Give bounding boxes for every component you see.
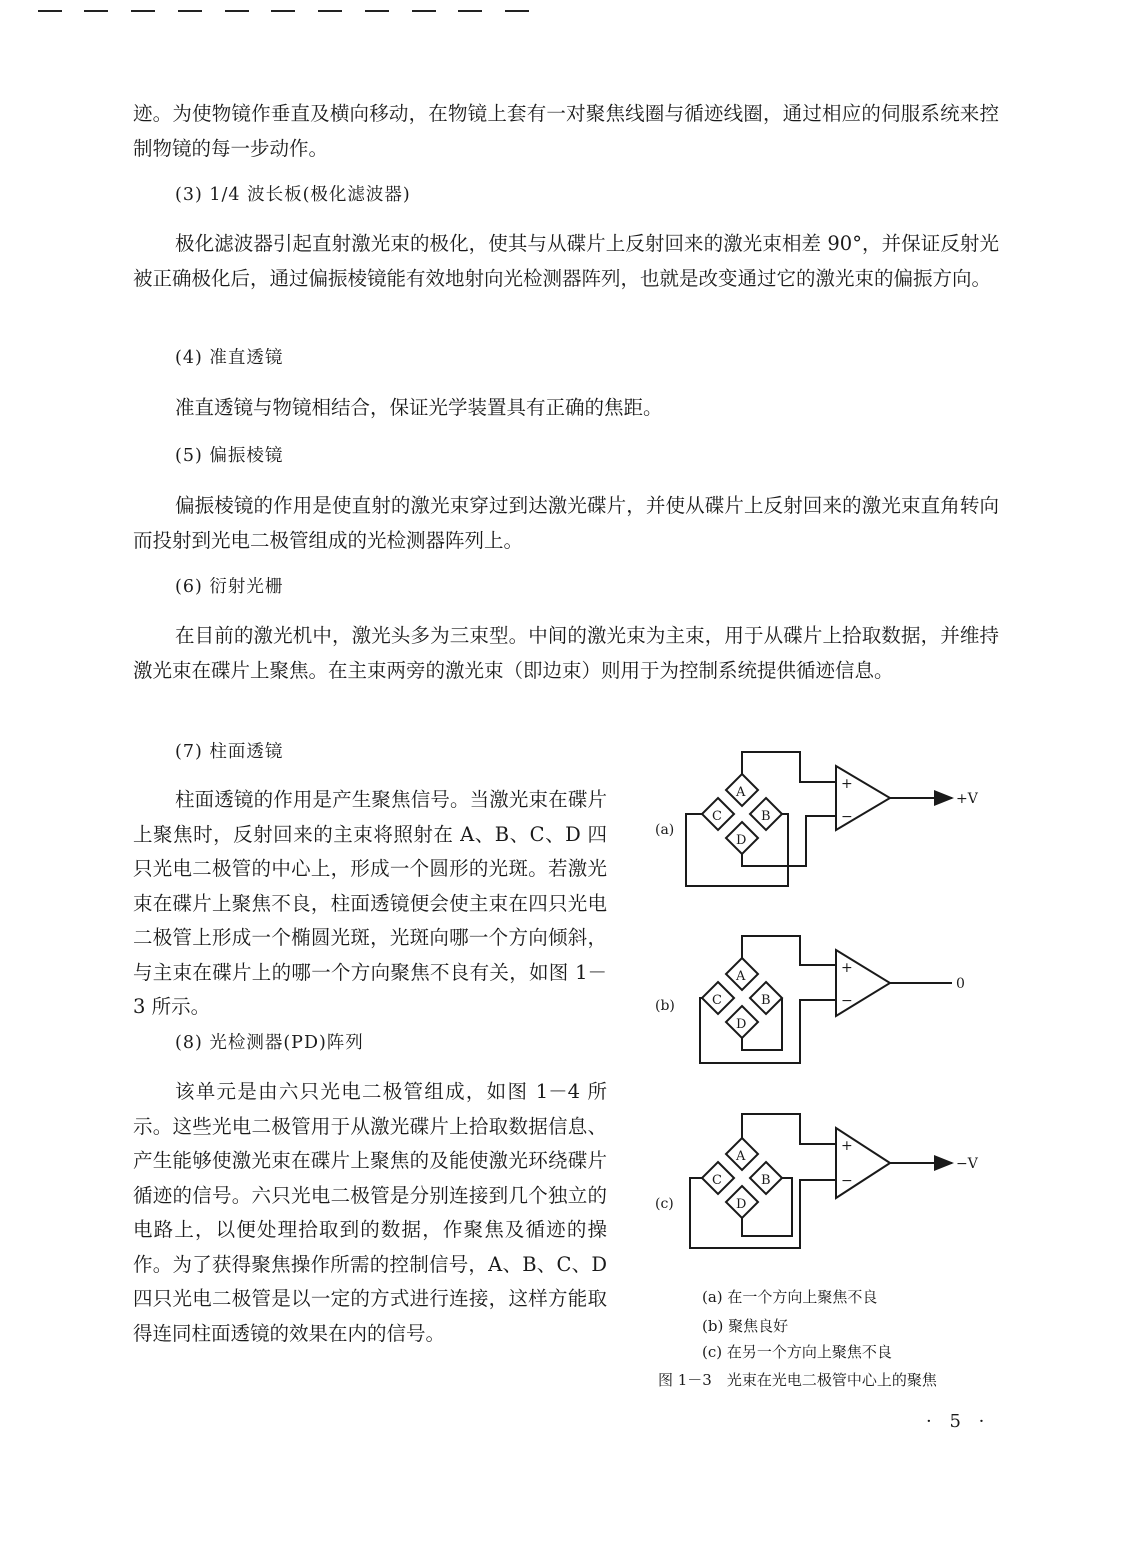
paragraph-cylindrical-lens: 柱面透镜的作用是产生聚焦信号。当激光束在碟片上聚焦时，反射回来的主束将照射在 A、B、C、D 四只光电二极管的中心上，形成一个圆形的光斑。若激光束在碟片上聚焦不良，柱面透镜便会使主束在四只光电二极管上形成一个椭圆光斑，光斑向哪一个方向倾斜，与主束在碟片上的哪一个方向聚焦不良有关，如图 1－3 所示。 bbox=[133, 788, 607, 1018]
opamp-minus-sign: − bbox=[841, 1173, 853, 1189]
caption-item-b: (b) 聚焦良好 bbox=[702, 1317, 789, 1335]
output-label-c: −V bbox=[956, 1156, 978, 1172]
diode-label-b: B bbox=[761, 993, 771, 1008]
header-rule bbox=[458, 10, 482, 12]
caption-item-a: (a) 在一个方向上聚焦不良 bbox=[702, 1288, 878, 1306]
paragraph-diffraction-grating: 在目前的激光机中，激光头多为三束型。中间的激光束为主束，用于从碟片上拾取数据，并维持激光束在碟片上聚焦。在主束两旁的激光束（即边束）则用于为控制系统提供循迹信息。 bbox=[133, 624, 999, 682]
opamp-plus-sign: + bbox=[841, 776, 853, 792]
opamp-plus-sign: + bbox=[841, 1138, 853, 1154]
diode-label-c: C bbox=[712, 1173, 722, 1188]
paragraph-polarizing-prism: 偏振棱镜的作用是使直射的激光束穿过到达激光碟片，并使从碟片上反射回来的激光束直角转向而投射到光电二极管组成的光检测器阵列上。 bbox=[133, 494, 999, 552]
header-rule bbox=[505, 10, 529, 12]
paragraph-collimator-lens: 准直透镜与物镜相结合，保证光学装置具有正确的焦距。 bbox=[175, 396, 663, 419]
output-label-b: 0 bbox=[956, 976, 965, 992]
diode-label-b: B bbox=[761, 1173, 771, 1188]
panel-label-a: (a) bbox=[655, 822, 675, 838]
diode-label-d: D bbox=[736, 1197, 747, 1212]
circuit-panel-c bbox=[690, 1114, 952, 1248]
opamp-minus-sign: − bbox=[841, 809, 853, 825]
photodiode-circuit-diagram bbox=[640, 738, 1000, 1258]
section-heading-7: (7) 柱面透镜 bbox=[175, 742, 284, 762]
diode-label-b: B bbox=[761, 809, 771, 824]
circuit-panel-b bbox=[700, 936, 952, 1063]
paragraph-photodetector-array: 该单元是由六只光电二极管组成，如图 1－4 所示。这些光电二极管用于从激光碟片上拾取数据信息、产生能够使激光束在碟片上聚焦的及能使激光环绕碟片循迹的信号。六只光电二极管是分别连接到几个独立的电路上，以便处理拾取到的数据，作聚焦及循迹的操作。为了获得聚焦操作所需的控制信号，A、B、C、D 四只光电二极管是以一定的方式进行连接，这样方能取得连同柱面透镜的效果在内的信号。 bbox=[133, 1080, 607, 1345]
section-heading-3: (3) 1/4 波长板(极化滤波器) bbox=[175, 185, 411, 205]
figure-title: 图 1－3 光束在光电二极管中心上的聚焦 bbox=[658, 1371, 937, 1389]
section-heading-8: (8) 光检测器(PD)阵列 bbox=[175, 1033, 364, 1053]
section-heading-4: (4) 准直透镜 bbox=[175, 348, 284, 368]
caption-item-c: (c) 在另一个方向上聚焦不良 bbox=[702, 1343, 892, 1361]
opamp-plus-sign: + bbox=[841, 960, 853, 976]
diode-label-a: A bbox=[736, 969, 746, 984]
diode-label-d: D bbox=[736, 1017, 747, 1032]
diode-label-a: A bbox=[736, 785, 746, 800]
header-rule bbox=[365, 10, 389, 12]
header-rule bbox=[271, 10, 295, 12]
header-rule bbox=[318, 10, 342, 12]
opamp-minus-sign: − bbox=[841, 993, 853, 1009]
diode-label-c: C bbox=[712, 993, 722, 1008]
header-rule bbox=[225, 10, 249, 12]
page-number: · 5 · bbox=[926, 1411, 991, 1432]
panel-label-c: (c) bbox=[655, 1196, 674, 1212]
section-heading-5: (5) 偏振棱镜 bbox=[175, 446, 284, 466]
diode-label-d: D bbox=[736, 833, 747, 848]
section-heading-6: (6) 衍射光栅 bbox=[175, 577, 284, 597]
diode-label-a: A bbox=[736, 1149, 746, 1164]
circuit-panel-a bbox=[686, 752, 952, 886]
figure-1-3 bbox=[640, 738, 1000, 1398]
paragraph-continuation: 迹。为使物镜作垂直及横向移动，在物镜上套有一对聚焦线圈与循迹线圈，通过相应的伺服系统来控制物镜的每一步动作。 bbox=[133, 102, 999, 160]
panel-label-b: (b) bbox=[655, 998, 675, 1014]
header-rule bbox=[131, 10, 155, 12]
header-rule bbox=[178, 10, 202, 12]
header-rule bbox=[412, 10, 436, 12]
paragraph-quarter-wave-plate: 极化滤波器引起直射激光束的极化，使其与从碟片上反射回来的激光束相差 90°，并保证反射光被正确极化后，通过偏振棱镜能有效地射向光检测器阵列，也就是改变通过它的激光束的偏振方向。 bbox=[133, 232, 999, 290]
diode-label-c: C bbox=[712, 809, 722, 824]
header-rule bbox=[84, 10, 108, 12]
output-label-a: +V bbox=[956, 791, 978, 807]
header-rule bbox=[38, 10, 62, 12]
